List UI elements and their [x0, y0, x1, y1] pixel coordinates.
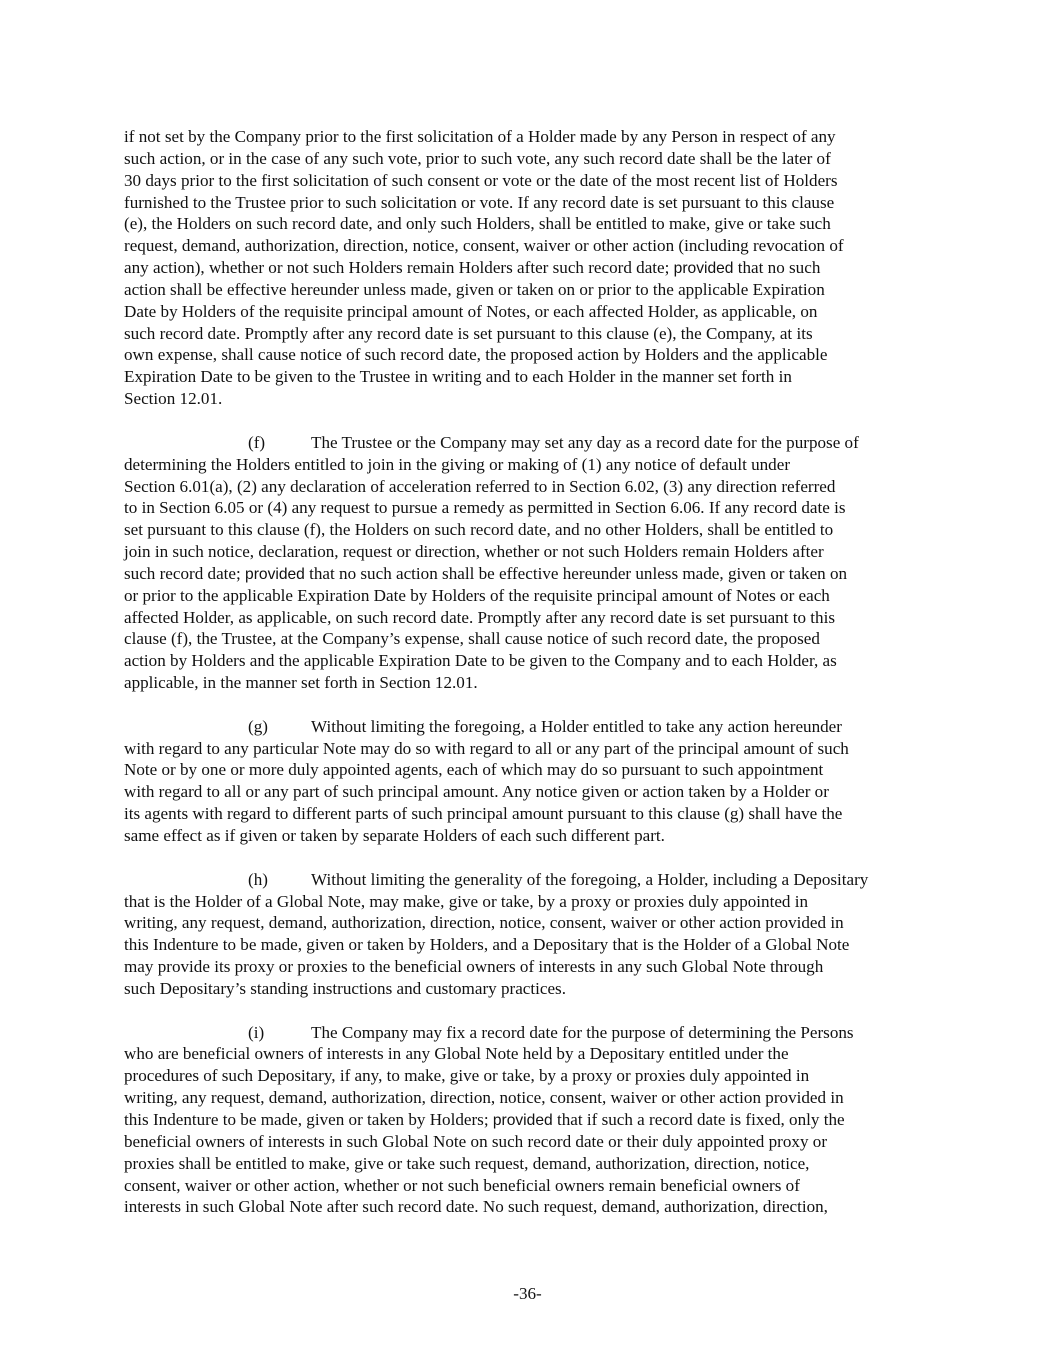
paragraph-g	[124, 716, 944, 847]
clause-label: (g)	[248, 716, 268, 736]
text-line: 30 days prior to the first solicitation of such consent or vote or the date of the most recent list of Holders	[124, 170, 838, 190]
paragraph-gap	[124, 1000, 944, 1022]
text-line: action by Holders and the applicable Expiration Date to be given to the Company and to each Holder, as	[124, 651, 837, 671]
text-line: (h) Without limiting the generality of the foregoing, a Holder, including a Depositary	[248, 869, 869, 889]
paragraph-gap	[124, 694, 944, 716]
text-line: Note or by one or more duly appointed agents, each of which may do so pursuant to such appointment	[124, 760, 824, 780]
text-line: or prior to the applicable Expiration Date by Holders of the requisite principal amount of Notes or each	[124, 585, 830, 605]
text-line: its agents with regard to different parts of such principal amount pursuant to this clause (g) shall have the	[124, 804, 843, 824]
text-line: affected Holder, as applicable, on such record date. Promptly after any record date is set pursuant to this	[124, 607, 835, 627]
text-line: Section 12.01.	[124, 389, 223, 409]
text-line: Expiration Date to be given to the Trustee in writing and to each Holder in the manner set forth in	[124, 367, 792, 387]
page-number: -36-	[513, 1284, 542, 1303]
text-line: action shall be effective hereunder unless made, given or taken on or prior to the applicable Expiration	[124, 279, 825, 299]
provided-term: provided	[245, 565, 305, 583]
text-line: to in Section 6.05 or (4) any request to pursue a remedy as permitted in Section 6.06. If any record date is	[124, 498, 846, 518]
text-line: such Depositary’s standing instructions and customary practices.	[124, 978, 566, 998]
text-line: clause (f), the Trustee, at the Company’s expense, shall cause notice of such record date, the proposed	[124, 629, 820, 649]
text-line: applicable, in the manner set forth in Section 12.01.	[124, 673, 478, 693]
text-line: (i) The Company may fix a record date for the purpose of determining the Persons	[248, 1022, 854, 1042]
text-line: same effect as if given or taken by separate Holders of each such different part.	[124, 826, 665, 845]
text-line: own expense, shall cause notice of such record date, the proposed action by Holders and the applicable	[124, 345, 828, 365]
text-line: this Indenture to be made, given or taken by Holders; provided that if such a record date is fixed, only the	[124, 1109, 845, 1129]
paragraph-e-continuation	[124, 126, 944, 410]
text-line: consent, waiver or other action, whether or not such beneficial owners remain beneficial owners of	[124, 1175, 800, 1195]
text-line: procedures of such Depositary, if any, to make, give or take, by a proxy or proxies duly appointed in	[124, 1066, 810, 1086]
paragraph-f	[124, 432, 944, 694]
text-line: determining the Holders entitled to join in the giving or making of (1) any notice of default under	[124, 454, 791, 474]
text-line: (g) Without limiting the foregoing, a Holder entitled to take any action hereunder	[248, 716, 842, 736]
text-line: may provide its proxy or proxies to the beneficial owners of interests in any such Global Note through	[124, 957, 824, 977]
text-line: with regard to any particular Note may do so with regard to all or any part of the principal amount of such	[124, 738, 849, 758]
text-line: writing, any request, demand, authorization, direction, notice, consent, waiver or other action provided in	[124, 913, 844, 933]
text-line: such record date. Promptly after any record date is set pursuant to this clause (e), the Company, at its	[124, 323, 813, 343]
paragraph-h	[124, 869, 944, 1000]
text-line: such action, or in the case of any such vote, prior to such vote, any such record date shall be the later of	[124, 148, 831, 168]
provided-term: provided	[492, 1111, 553, 1129]
provided-term: provided	[673, 260, 734, 278]
text-line: writing, any request, demand, authorization, direction, notice, consent, waiver or other action provided in	[124, 1088, 844, 1108]
clause-label: (i)	[248, 1022, 265, 1042]
text-line: join in such notice, declaration, request or direction, whether or not such Holders remain Holders after	[124, 542, 824, 562]
text-line: if not set by the Company prior to the first solicitation of a Holder made by any Person in respect of any	[124, 127, 836, 146]
text-line: request, demand, authorization, direction, notice, consent, waiver or other action (including revocation of	[124, 236, 844, 256]
paragraph-gap	[124, 410, 944, 432]
text-line: with regard to all or any part of such principal amount. Any notice given or action taken by a Holder or	[124, 782, 829, 802]
text-line: set pursuant to this clause (f), the Holders on such record date, and no other Holders, shall be entitled to	[124, 520, 834, 540]
text-line: (f) The Trustee or the Company may set any day as a record date for the purpose of	[248, 432, 859, 452]
text-line: such record date; provided that no such action shall be effective hereunder unless made, given or taken on	[124, 563, 848, 583]
document-body	[124, 126, 944, 1218]
text-line: proxies shall be entitled to make, give or take such request, demand, authorization, direction, notice,	[124, 1153, 810, 1173]
text-line: interests in such Global Note after such record date. No such request, demand, authorization, direction,	[124, 1197, 828, 1217]
clause-label: (h)	[248, 869, 268, 889]
text-line: who are beneficial owners of interests in any Global Note held by a Depositary entitled under the	[124, 1044, 789, 1064]
text-line: any action), whether or not such Holders remain Holders after such record date; provided that no such	[124, 258, 821, 278]
clause-label: (f)	[248, 432, 266, 452]
paragraph-gap	[124, 847, 944, 869]
text-line: that is the Holder of a Global Note, may make, give or take, by a proxy or proxies duly appointed in	[124, 891, 809, 911]
text-line: furnished to the Trustee prior to such solicitation or vote. If any record date is set pursuant to this clause	[124, 192, 835, 212]
text-line: Date by Holders of the requisite principal amount of Notes, or each affected Holder, as applicable, on	[124, 301, 818, 321]
text-line: this Indenture to be made, given or taken by Holders, and a Depositary that is the Holder of a Global Note	[124, 935, 850, 955]
text-line: (e), the Holders on such record date, and only such Holders, shall be entitled to make, give or take such	[124, 214, 831, 234]
text-line: Section 6.01(a), (2) any declaration of acceleration referred to in Section 6.02, (3) any direction referred	[124, 476, 836, 496]
paragraph-i	[124, 1022, 944, 1219]
text-line: beneficial owners of interests in such Global Note on such record date or their duly appointed proxy or	[124, 1131, 828, 1151]
